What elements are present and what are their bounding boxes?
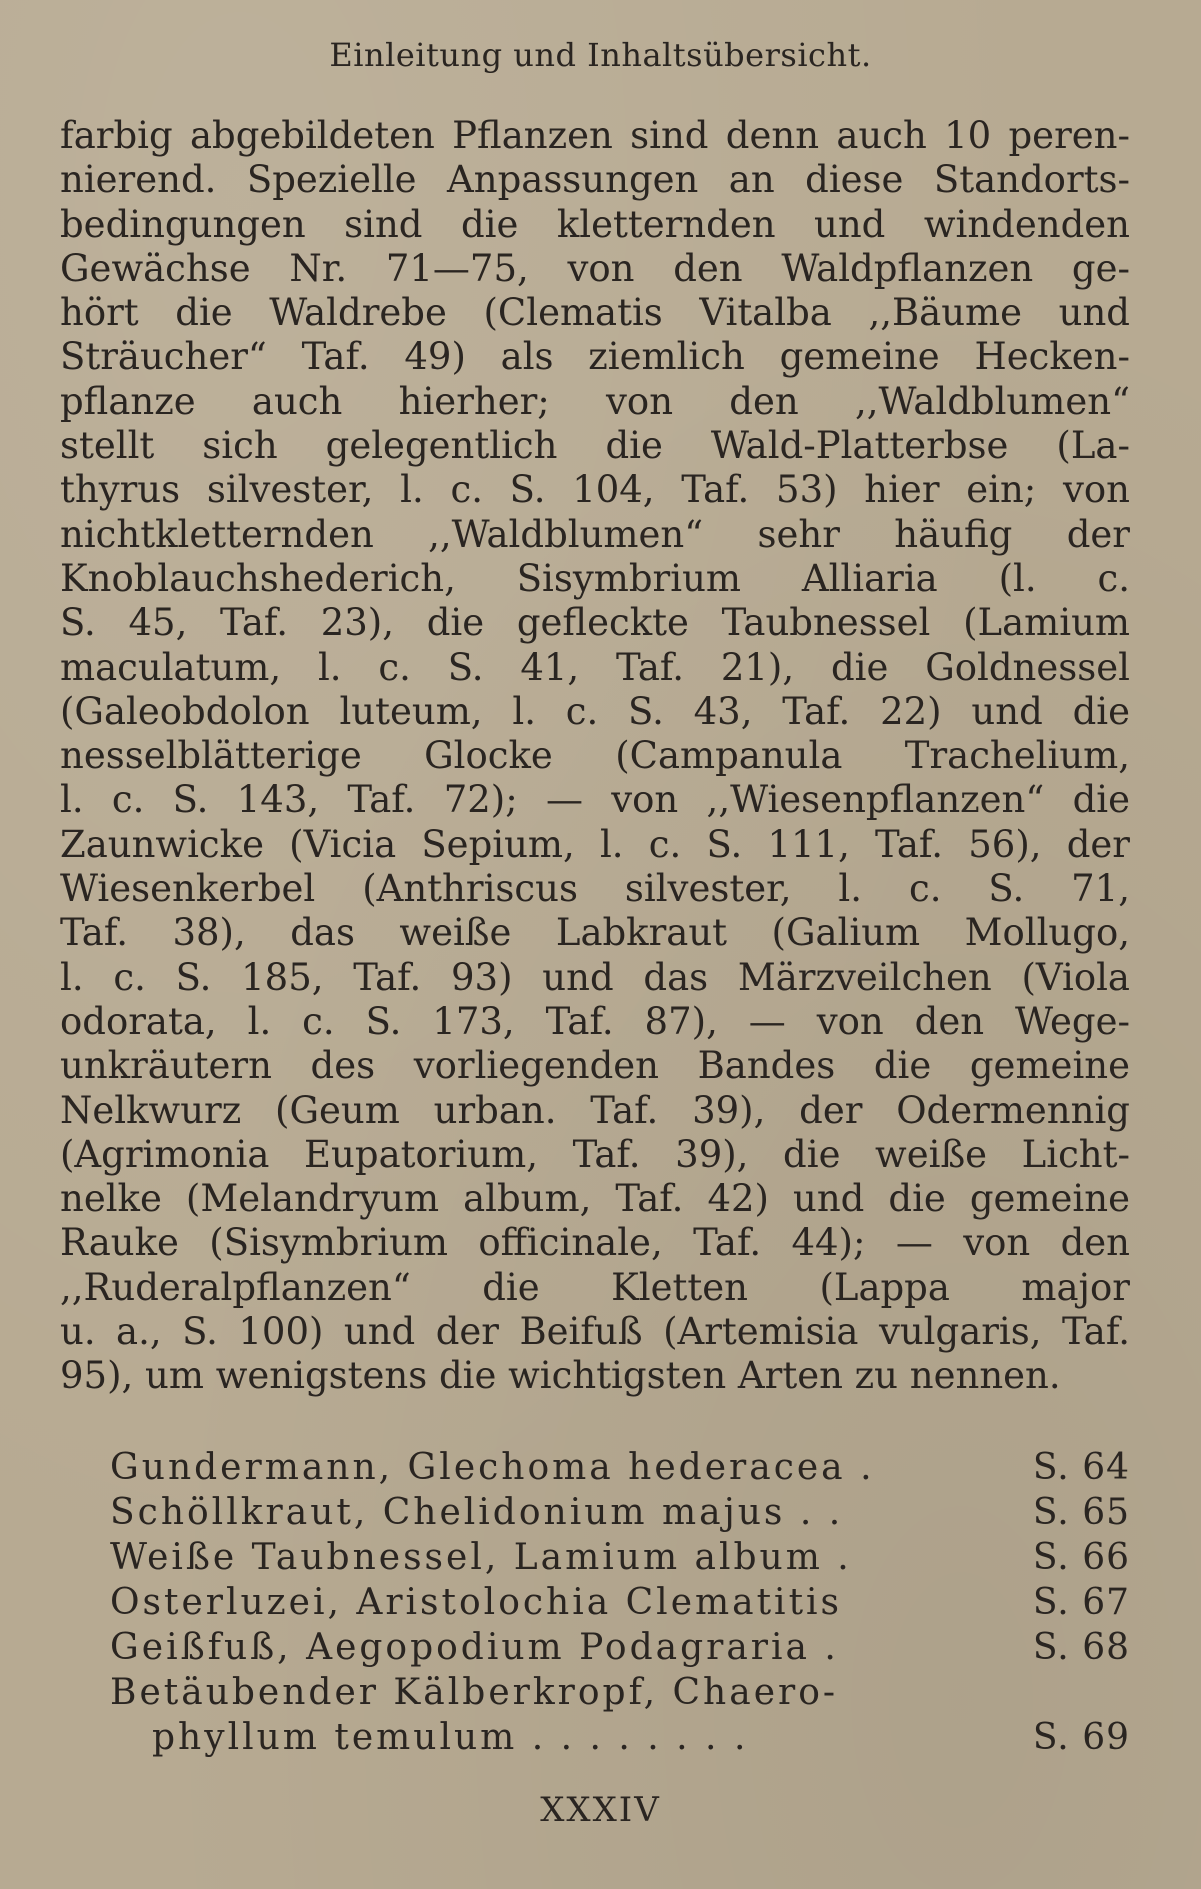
toc-page-ref: S. 68: [1032, 1627, 1130, 1668]
text-line: Taf. 38), das weiße Labkraut (Galium Mollugo,: [60, 911, 1130, 955]
toc-row: [110, 1625, 1130, 1670]
text-line: Nelkwurz (Geum urban. Taf. 39), der Odermennig: [60, 1088, 1130, 1132]
text-line: ,,Ruderalpflanzen“ die Kletten (Lappa major: [60, 1265, 1130, 1309]
text-line: Gewächse Nr. 71—75, von den Waldpflanzen ge-: [60, 246, 1130, 290]
text-line: bedingungen sind die kletternden und windenden: [60, 202, 1130, 246]
toc-entry: Weiße Taubnessel, Lamium album .: [110, 1537, 852, 1578]
toc-page-ref: S. 67: [1032, 1582, 1130, 1623]
text-line: l. c. S. 185, Taf. 93) und das Märzveilchen (Viola: [60, 955, 1130, 999]
text-line: 95), um wenigstens die wichtigsten Arten zu nennen.: [60, 1354, 1061, 1398]
text-line: S. 45, Taf. 23), die gefleckte Taubnessel (Lamium: [60, 601, 1130, 645]
body-paragraph: [60, 114, 1130, 1399]
text-line: Zaunwicke (Vicia Sepium, l. c. S. 111, Taf. 56), der: [60, 822, 1130, 866]
text-line: nierend. Spezielle Anpassungen an diese Standorts-: [60, 158, 1130, 202]
text-line: hört die Waldrebe (Clematis Vitalba ,,Bäume und: [60, 291, 1130, 335]
text-line: stellt sich gelegentlich die Wald-Platterbse (La-: [60, 424, 1130, 468]
toc-entry: phyllum temulum . . . . . . . .: [152, 1717, 749, 1758]
toc-row: [110, 1490, 1130, 1535]
text-line: (Agrimonia Eupatorium, Taf. 39), die weiße Licht-: [60, 1132, 1130, 1176]
text-line: nelke (Melandryum album, Taf. 42) und die gemeine: [60, 1177, 1130, 1221]
text-line: nichtkletternden ,,Waldblumen“ sehr häufig der: [60, 512, 1130, 556]
text-line: Rauke (Sisymbrium officinale, Taf. 44); — von den: [60, 1221, 1130, 1265]
text-line: u. a., S. 100) und der Beifuß (Artemisia vulgaris, Taf.: [60, 1310, 1130, 1354]
text-line: unkräutern des vorliegenden Bandes die gemeine: [60, 1044, 1130, 1088]
text-line: pflanze auch hierher; von den ,,Waldblumen“: [60, 379, 1130, 423]
page-number: XXXIV: [540, 1790, 661, 1830]
toc-row: [110, 1580, 1130, 1625]
running-head: Einleitung und Inhaltsübersicht.: [329, 36, 872, 74]
toc-entry: Schöllkraut, Chelidonium majus . .: [110, 1492, 844, 1533]
text-line: thyrus silvester, l. c. S. 104, Taf. 53) hier ein; von: [60, 468, 1130, 512]
toc-row: [110, 1670, 1130, 1715]
text-line: maculatum, l. c. S. 41, Taf. 21), die Goldnessel: [60, 645, 1130, 689]
toc-entry: Geißfuß, Aegopodium Podagraria .: [110, 1627, 839, 1668]
table-of-contents: [110, 1445, 1130, 1760]
text-line: farbig abgebildeten Pflanzen sind denn auch 10 peren-: [60, 114, 1130, 157]
toc-page-ref: S. 64: [1032, 1447, 1130, 1488]
toc-entry: Betäubender Kälberkropf, Chaero-: [110, 1672, 839, 1713]
text-line: (Galeobdolon luteum, l. c. S. 43, Taf. 22) und die: [60, 689, 1130, 733]
text-line: odorata, l. c. S. 173, Taf. 87), — von den Wege-: [60, 999, 1130, 1043]
toc-page-ref: S. 65: [1032, 1492, 1130, 1533]
toc-row: [110, 1535, 1130, 1580]
text-line: Wiesenkerbel (Anthriscus silvester, l. c. S. 71,: [60, 867, 1130, 911]
text-line: l. c. S. 143, Taf. 72); — von ,,Wiesenpflanzen“ die: [60, 778, 1130, 822]
toc-page-ref: S. 66: [1032, 1537, 1130, 1578]
toc-entry: Osterluzei, Aristolochia Clematitis: [110, 1582, 843, 1623]
toc-page-ref: S. 69: [1032, 1717, 1130, 1758]
toc-entry: Gundermann, Glechoma hederacea .: [110, 1447, 875, 1488]
text-line: Sträucher“ Taf. 49) als ziemlich gemeine Hecken-: [60, 335, 1130, 379]
text-line: Knoblauchshederich, Sisymbrium Alliaria (l. c.: [60, 556, 1130, 600]
toc-row: [110, 1445, 1130, 1490]
text-line: nesselblätterige Glocke (Campanula Trachelium,: [60, 734, 1130, 778]
toc-row: [110, 1715, 1130, 1760]
